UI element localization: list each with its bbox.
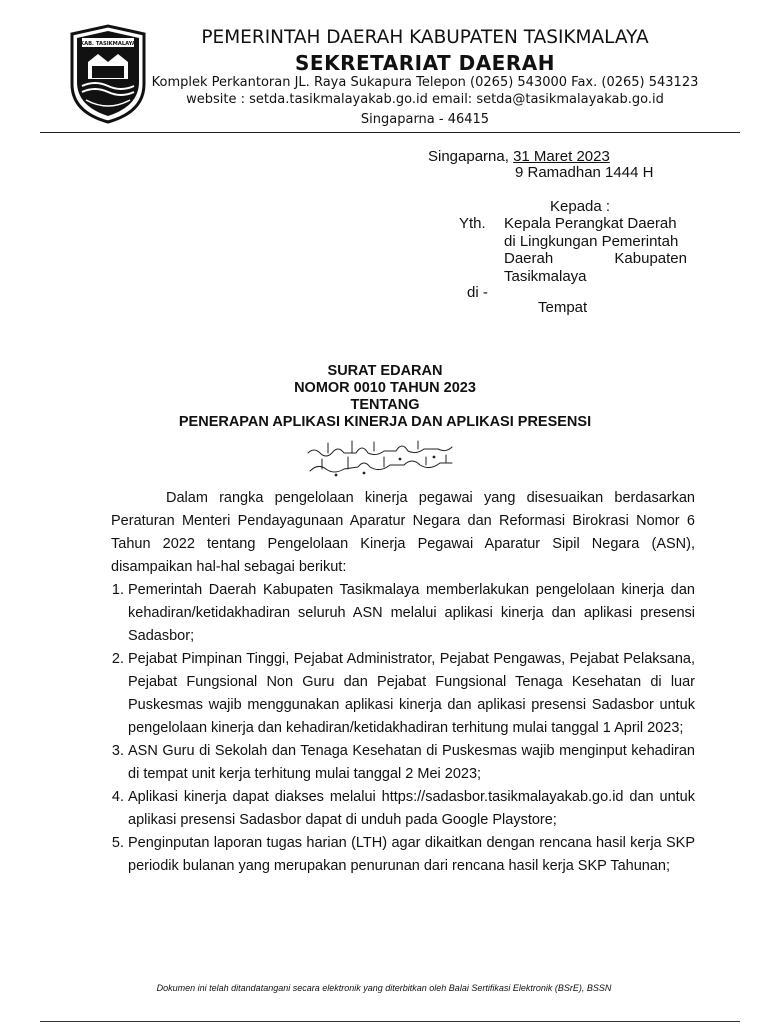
basmalah-calligraphy: [300, 437, 460, 479]
points-list: [111, 579, 695, 878]
office-address: Komplek Perkantoran JL. Raya Sukapura Telepon (0265) 543000 Fax. (0265) 543123: [151, 75, 699, 90]
title-nomor: NOMOR 0010 TAHUN 2023: [294, 380, 476, 396]
recipient-word: Kabupaten: [614, 250, 687, 267]
tempat-label: Tempat: [538, 299, 588, 316]
recipient-line: Tasikmalaya: [504, 267, 587, 285]
di-label: di -: [467, 284, 488, 301]
intro-paragraph: Dalam rangka pengelolaan kinerja pegawai yang disesuaikan berdasarkan Peraturan Menteri Pendayagunaan Aparatur Negara dan Reformasi Birokrasi Nomor 6 Tahun 2022 tentang Pengelolaan Kinerja Pegawai Aparatur Sipil Negara (ASN), disampaikan hal-hal sebagai berikut:: [111, 490, 695, 575]
list-item: 2. Pejabat Pimpinan Tinggi, Pejabat Administrator, Pejabat Pengawas, Pejabat Pelaksana, Pejabat Fungsional Non Guru dan Pejabat Fungsional Tenaga Kesehatan di luar Puskesmas wajib menggunakan aplikasi kinerja dan aplikasi presensi Sadasbor untuk pengelolaan kinerja dan kehadiran/ketidakhadiran terhitung mulai tanggal 1 April 2023;: [128, 648, 695, 740]
list-item: 3. ASN Guru di Sekolah dan Tenaga Kesehatan di Puskesmas wajib menginput kehadiran di tempat unit kerja terhitung mulai tanggal 2 Mei 2023;: [128, 740, 695, 786]
recipient-block: [504, 215, 687, 285]
recipient-line: di Lingkungan Pemerintah: [504, 232, 679, 250]
title-tentang: TENTANG: [350, 397, 420, 413]
recipient-line: Kepala Perangkat Daerah: [504, 215, 677, 232]
hijri-date: 9 Ramadhan 1444 H: [515, 164, 654, 181]
dateline: [428, 148, 610, 165]
footer-divider: [40, 1021, 740, 1022]
recipient-word: Daerah: [504, 250, 554, 267]
kepada-label: Kepada :: [550, 198, 611, 215]
regency-logo: [68, 24, 148, 124]
list-item: 4. Aplikasi kinerja dapat diakses melalui https://sadasbor.tasikmalayakab.go.id dan untuk aplikasi presensi Sadasbor dapat di unduh pada Google Playstore;: [128, 786, 695, 832]
esign-footer-note: Dokumen ini telah ditandatangani secara elektronik yang diterbitkan oleh Balai Sertifikasi Elektronik (BSrE), BSSN: [156, 983, 612, 993]
letterhead-divider: [40, 132, 740, 133]
letter-body: [111, 487, 695, 878]
date-place: Singaparna,: [428, 148, 509, 165]
list-item: 1. Pemerintah Daerah Kabupaten Tasikmalaya memberlakukan pengelolaan kinerja dan kehadiran/ketidakhadiran seluruh ASN melalui aplikasi kinerja dan aplikasi presensi Sadasbor;: [128, 579, 695, 648]
government-name: PEMERINTAH DAERAH KABUPATEN TASIKMALAYA: [201, 27, 649, 48]
website-email: website : setda.tasikmalayakab.go.id email: setda@tasikmalayakab.go.id: [186, 92, 664, 107]
list-item: 5. Penginputan laporan tugas harian (LTH) agar dikaitkan dengan rencana hasil kerja SKP periodik bulanan yang merupakan penurunan dari rencana hasil kerja SKP Tahunan;: [128, 832, 695, 878]
office-name: SEKRETARIAT DAERAH: [295, 51, 555, 75]
yth-label: Yth.: [459, 215, 486, 232]
postal-line: Singaparna - 46415: [360, 112, 490, 127]
date-value: 31 Maret 2023: [513, 148, 610, 165]
title-subject: PENERAPAN APLIKASI KINERJA DAN APLIKASI PRESENSI: [178, 414, 592, 430]
recipient-line: [504, 250, 687, 268]
recipient-line-text: [504, 250, 687, 268]
title-surat-edaran: SURAT EDARAN: [327, 363, 443, 379]
logo-text: KAB. TASIKMALAYA: [80, 41, 136, 47]
